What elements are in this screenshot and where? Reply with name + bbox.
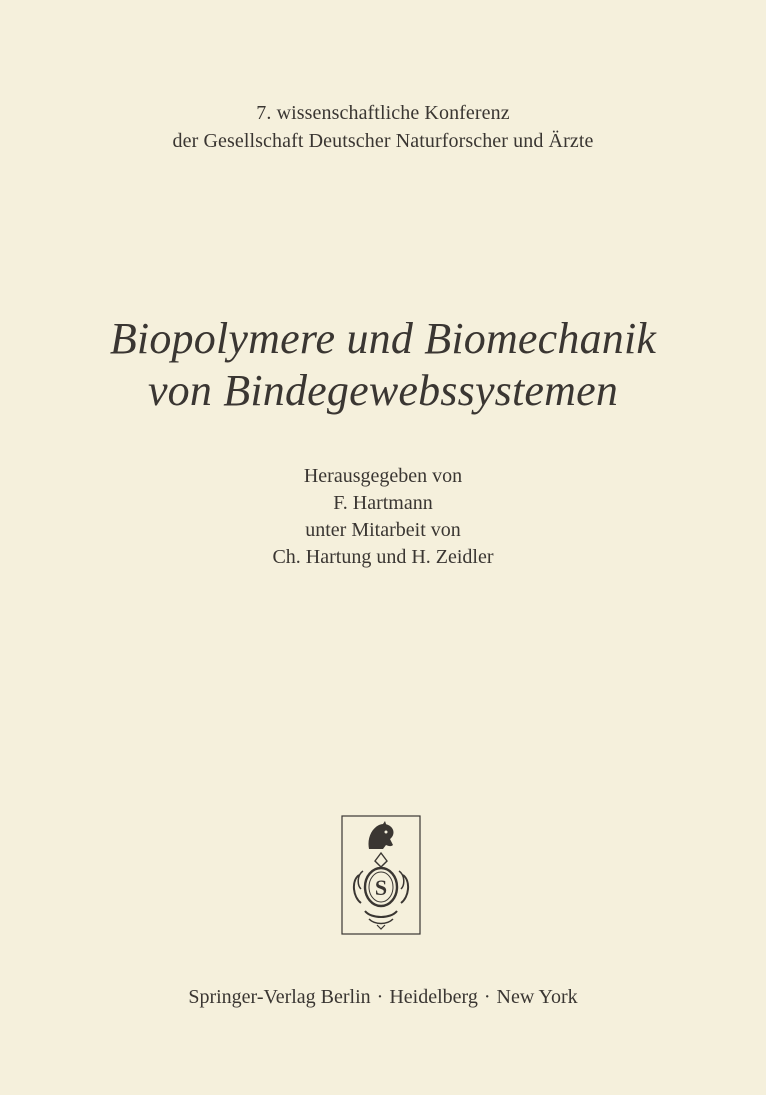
publisher-city-new-york: New York [496,986,578,1008]
springer-knight-emblem-icon [341,815,421,935]
publisher-line [0,983,766,1011]
publisher-city-heidelberg: Heidelberg [389,986,478,1008]
series-line-2: der Gesellschaft Deutscher Naturforscher und Ärzte [172,130,594,152]
editor-name: F. Hartmann [333,492,433,514]
series-heading [0,99,766,155]
separator-dot: · [483,986,491,1008]
editors-block [0,463,766,571]
collaboration-label: unter Mitarbeit von [305,519,461,541]
separator-dot: · [376,986,384,1008]
book-title-line-1: Biopolymere und Biomechanik [109,314,657,363]
book-title-line-2: von Bindegewebssystemen [147,366,619,415]
collaborator-names: Ch. Hartung und H. Zeidler [272,546,494,568]
emblem-letter: S [374,875,388,900]
book-title [0,313,766,417]
publisher-name: Springer-Verlag Berlin [188,986,371,1008]
edited-by-label: Herausgegeben von [303,465,463,487]
series-line-1: 7. wissenschaftliche Konferenz [256,102,510,124]
